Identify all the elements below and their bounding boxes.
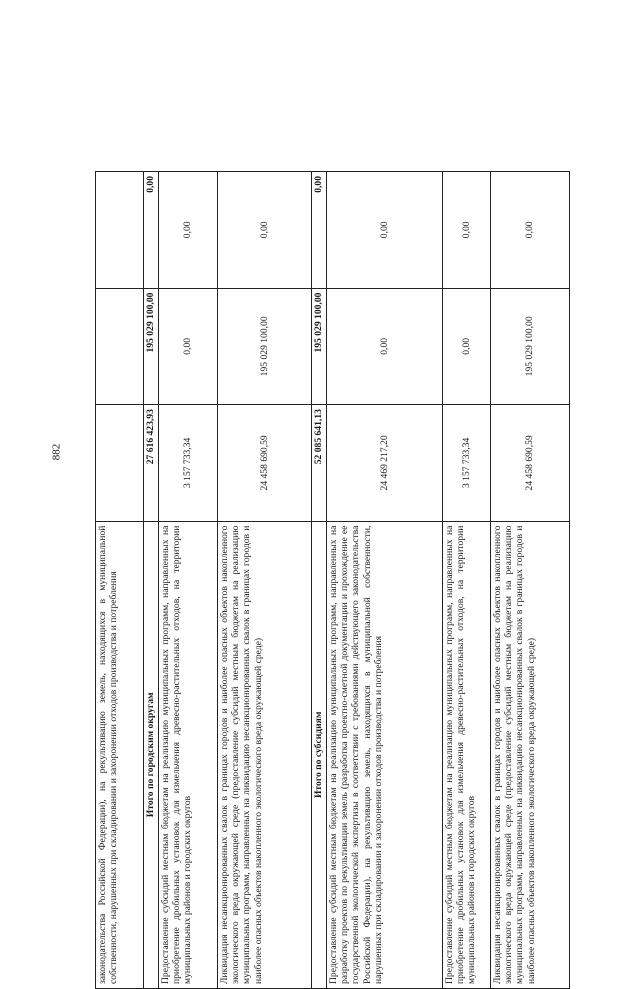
total-row-city-districts [144,172,159,989]
budget-table [95,171,570,989]
row-description: законодательства Российской Федерации), на рекультивацию земель, находящихся в муниципальной собственности, нарушенных при складировании и захоронении отходов производства и потребления [96,521,144,988]
cell-value-2: 195 029 100,00 [312,288,327,405]
cell-value-1 [96,405,144,522]
cell-value-2: 0,00 [443,288,491,405]
total-row-subsidies [312,172,327,989]
cell-value-3: 0,00 [144,172,159,289]
cell-value-3: 0,00 [491,172,570,289]
row-description: Итого по субсидиям [312,521,327,988]
row-description: Ликвидация несанкционированных свалок в границах городов и наиболее опасных объектов накопленного экологического вреда окружающей среде (предоставление субсидий местным бюджетам на реализацию муниципальных программ, направленных на ликвидацию несанкционированных свалок в границах городов и наиболее опасных объектов накопленного экологического вреда окружающей среде) [218,521,312,988]
row-description: Предоставление субсидий местным бюджетам на реализацию муниципальных программ, направленных на приобретение дробильных установок для измельчения древесно-растительных отходов, на территории муниципальных районов и городских округов [159,521,218,988]
cell-value-1: 24 458 690,59 [491,405,570,522]
cell-value-2: 195 029 100,00 [491,288,570,405]
page-number [44,438,68,466]
row-description: Итого по городским округам [144,521,159,988]
table-row [443,172,491,989]
row-description: Предоставление субсидий местным бюджетам на реализацию муниципальных программ, направленных на разработку проектов по рекультивации земель (разработка проектно-сметной документации и прохождение ее государственной экологической экспертизы в соответствии с требованиями действующего законодательства Российской Федерации), на рекультивацию земель, находящихся в муниципальной собственности, нарушенных при складировании и захоронении отходов производства и потребления [327,521,443,988]
cell-value-3: 0,00 [327,172,443,289]
cell-value-3: 0,00 [218,172,312,289]
table-row [96,172,144,989]
cell-value-1: 52 085 641,13 [312,405,327,522]
cell-value-3: 0,00 [443,172,491,289]
cell-value-2: 0,00 [327,288,443,405]
cell-value-2: 195 029 100,00 [144,288,159,405]
row-description: Предоставление субсидий местным бюджетам на реализацию муниципальных программ, направленных на приобретение дробильных установок для измельчения древесно-растительных отходов, на территории муниципальных районов и городских округов [443,521,491,988]
cell-value-1: 27 616 423,93 [144,405,159,522]
cell-value-3: 0,00 [312,172,327,289]
cell-value-3 [96,172,144,289]
budget-table-sheet [95,171,569,989]
table-row [159,172,218,989]
cell-value-3: 0,00 [159,172,218,289]
page-number-text: 882 [50,443,62,461]
cell-value-1: 24 469 217,20 [327,405,443,522]
table-row [218,172,312,989]
cell-value-1: 3 157 733,34 [159,405,218,522]
cell-value-1: 3 157 733,34 [443,405,491,522]
cell-value-1: 24 458 690,59 [218,405,312,522]
table-row [491,172,570,989]
row-description: Ликвидация несанкционированных свалок в границах городов и наиболее опасных объектов накопленного экологического вреда окружающей среде (предоставление субсидий местным бюджетам на реализацию муниципальных программ, направленных на ликвидацию несанкционированных свалок в границах городов и наиболее опасных объектов накопленного экологического вреда окружающей среде) [491,521,570,988]
table-row [327,172,443,989]
cell-value-2: 195 029 100,00 [218,288,312,405]
cell-value-2: 0,00 [159,288,218,405]
cell-value-2 [96,288,144,405]
